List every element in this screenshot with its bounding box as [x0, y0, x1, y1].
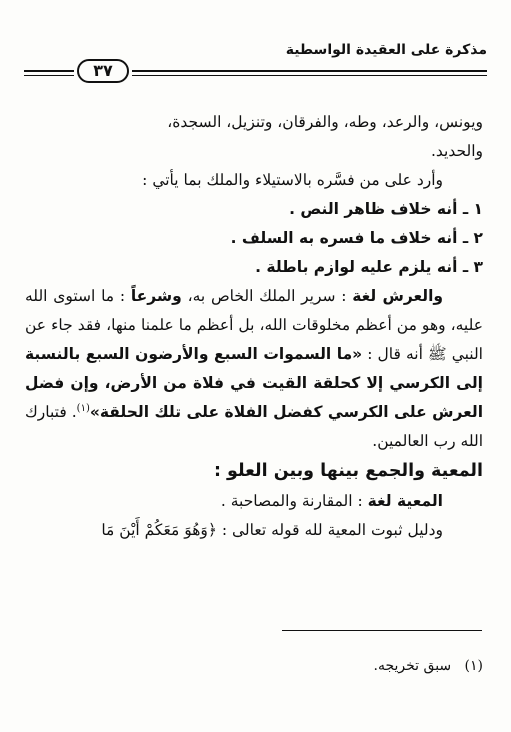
definition-text: : المقارنة والمصاحبة .: [220, 492, 363, 510]
footnote-text: سبق تخريجه.: [373, 658, 452, 674]
closing-text: . فتبارك الله رب العالمين.: [25, 403, 483, 450]
list-item: ١ ـ أنه خلاف ظاهر النص .: [289, 200, 483, 218]
footnote: [374, 658, 483, 674]
text-line: ويونس، والرعد، وطه، والفرقان، وتنزيل، السجدة،: [167, 113, 483, 131]
header-rule: [132, 75, 487, 76]
main-text: [25, 108, 483, 545]
section-heading: المعية والجمع بينها وبين العلو :: [213, 461, 483, 481]
term-label: وشرعاً: [130, 287, 182, 305]
term-label: المعية لغة: [367, 492, 443, 510]
maiya-definition: [25, 487, 483, 516]
hadith-quote: «ما السموات السبع والأرضون السبع بالنسبة إلى الكرسي إلا كحلقة القيت في فلاة من الأرض، وإن فضل العرش على الكرسي كفضل الفلاة على تلك الحلقة»: [25, 345, 484, 421]
header-rule: [132, 70, 487, 72]
list-item: ٣ ـ أنه يلزم عليه لوازم باطلة .: [255, 258, 483, 276]
definition-text: : ما استوى الله عليه، وهو من أعظم مخلوقات الله، بل أعظم ما علمنا منها، فقد جاء عن النبي ﷺ أنه قال :: [25, 287, 483, 363]
term-label: والعرش لغة: [352, 287, 444, 305]
intro-line: وأرد على من فسَّره بالاستيلاء والملك بما يأتي :: [142, 171, 443, 189]
list-item: ٢ ـ أنه خلاف ما فسره به السلف .: [230, 229, 483, 247]
header-rule: [24, 70, 74, 72]
arsh-paragraph: [25, 282, 483, 456]
header-rule: [24, 75, 74, 76]
page-number: ٣٧: [77, 59, 129, 83]
running-title: مذكرة على العقيدة الواسطية: [285, 42, 487, 58]
definition-text: : سرير الملك الخاص به،: [187, 287, 347, 305]
evidence-line: ودليل ثبوت المعية لله قوله تعالى : ﴿وَهُوَ مَعَكُمْ أَيْنَ مَا: [101, 521, 443, 539]
footnote-divider: [282, 630, 482, 631]
footnote-marker: (١): [76, 402, 90, 414]
text-line: والحديد.: [430, 142, 483, 160]
footnote-number: (١): [464, 658, 483, 674]
